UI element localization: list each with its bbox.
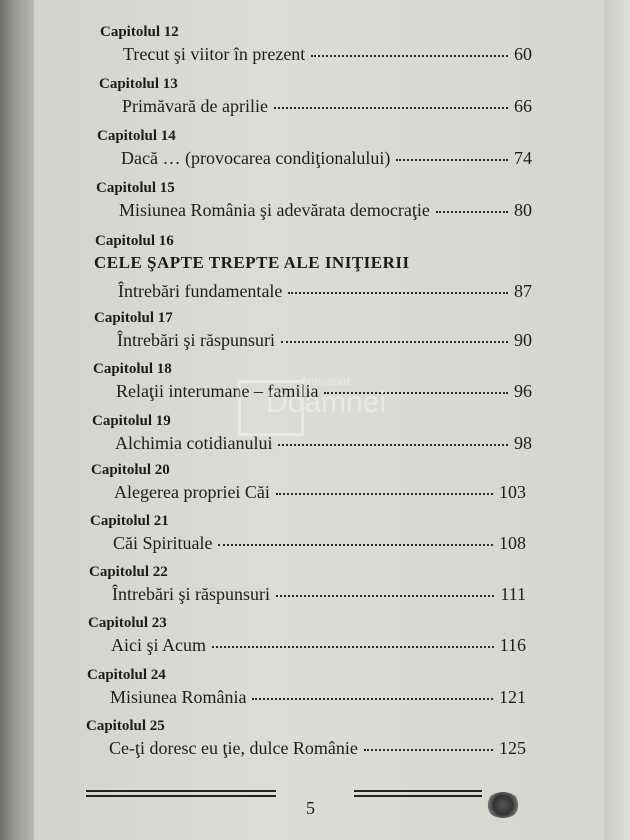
dot-leader [288,292,508,294]
chapter-title: Întrebări fundamentale [118,281,283,301]
dot-leader [274,107,508,109]
toc-entry [0,310,630,362]
page-ref: 116 [499,635,526,655]
chapter-label: Capitolul 12 [100,24,179,40]
dot-leader [396,159,508,161]
chapter-label: Capitolul 13 [99,76,178,92]
chapter-title: Alegerea propriei Căi [114,482,270,502]
chapter-title: Dacă … (provocarea condiţionalului) [121,148,391,168]
footer-rule-left [86,790,276,797]
toc-line [111,635,526,661]
page-number: 5 [306,798,315,818]
toc-entry [0,667,630,719]
chapter-label: Capitolul 19 [92,413,171,429]
toc-line [109,738,526,764]
dot-leader [276,493,493,495]
toc-line [117,330,532,356]
chapter-label: Capitolul 20 [91,462,170,478]
page-ref: 66 [514,96,532,116]
chapter-label: Capitolul 14 [97,128,176,144]
chapter-label: Capitolul 18 [93,361,172,377]
page-ref: 87 [514,281,532,301]
toc-line [119,200,532,226]
watermark-large-text: Doamnei [266,386,387,419]
dot-leader [218,544,493,546]
dot-leader [311,55,508,57]
chapter-title: Misiunea România [110,687,247,707]
chapter-label: Capitolul 25 [86,718,165,734]
chapter-title: Relaţii interumane – familia [116,381,319,401]
page-ref: 121 [499,687,526,707]
toc-line [114,482,526,508]
chapter-title: Trecut şi viitor în prezent [123,44,306,64]
chapter-title: Căi Spirituale [113,533,213,553]
chapter-label: Capitolul 24 [87,667,166,683]
page-ref: 74 [514,148,532,168]
page-ref: 103 [499,482,526,502]
chapter-title: Ce-ţi doresc eu ţie, dulce Românie [109,738,358,758]
watermark-small-text: Anticariat [300,374,351,388]
toc-entry [0,718,630,770]
page-ref: 125 [499,738,526,758]
toc-entry [0,233,630,311]
toc-line [121,148,532,174]
dot-leader [212,646,494,648]
toc-entry [0,76,630,128]
page-ref: 96 [514,381,532,401]
chapter-title: Alchimia cotidianului [115,433,273,453]
chapter-title: Primăvară de aprilie [122,96,268,116]
ornament-icon [486,792,520,818]
chapter-label: Capitolul 21 [90,513,169,529]
section-heading: CELE ŞAPTE TREPTE ALE INIŢIERII [94,253,410,272]
page-footer [0,790,630,830]
chapter-title: Misiunea România şi adevărata democraţie [119,200,430,220]
chapter-label: Capitolul 23 [88,615,167,631]
toc-line [112,584,526,610]
chapter-label: Capitolul 17 [94,310,173,326]
chapter-label: Capitolul 15 [96,180,175,196]
footer-rule-right [354,790,482,797]
page-ref: 108 [499,533,526,553]
toc-entry [0,24,630,76]
dot-leader [436,211,508,213]
dot-leader [276,595,494,597]
dot-leader [281,341,508,343]
dot-leader [364,749,493,751]
toc-line [123,44,532,70]
chapter-label: Capitolul 16 [95,233,174,249]
toc-entry [0,513,630,565]
watermark [238,374,390,432]
toc-line [118,281,532,307]
toc-line [113,533,526,559]
page-ref: 90 [514,330,532,350]
toc-line [122,96,532,122]
toc-entry [0,462,630,514]
toc-entry [0,615,630,667]
toc-entry [0,180,630,232]
chapter-title: Întrebări şi răspunsuri [112,584,270,604]
toc-entry [0,564,630,616]
dot-leader [252,698,493,700]
page-ref: 111 [500,584,526,604]
page-ref: 98 [514,433,532,453]
chapter-title: Aici şi Acum [111,635,206,655]
page-ref: 80 [514,200,532,220]
toc-line [110,687,526,713]
page-ref: 60 [514,44,532,64]
chapter-title: Întrebări şi răspunsuri [117,330,275,350]
toc-entry [0,128,630,180]
toc-line [115,433,532,459]
dot-leader [278,444,508,446]
chapter-label: Capitolul 22 [89,564,168,580]
